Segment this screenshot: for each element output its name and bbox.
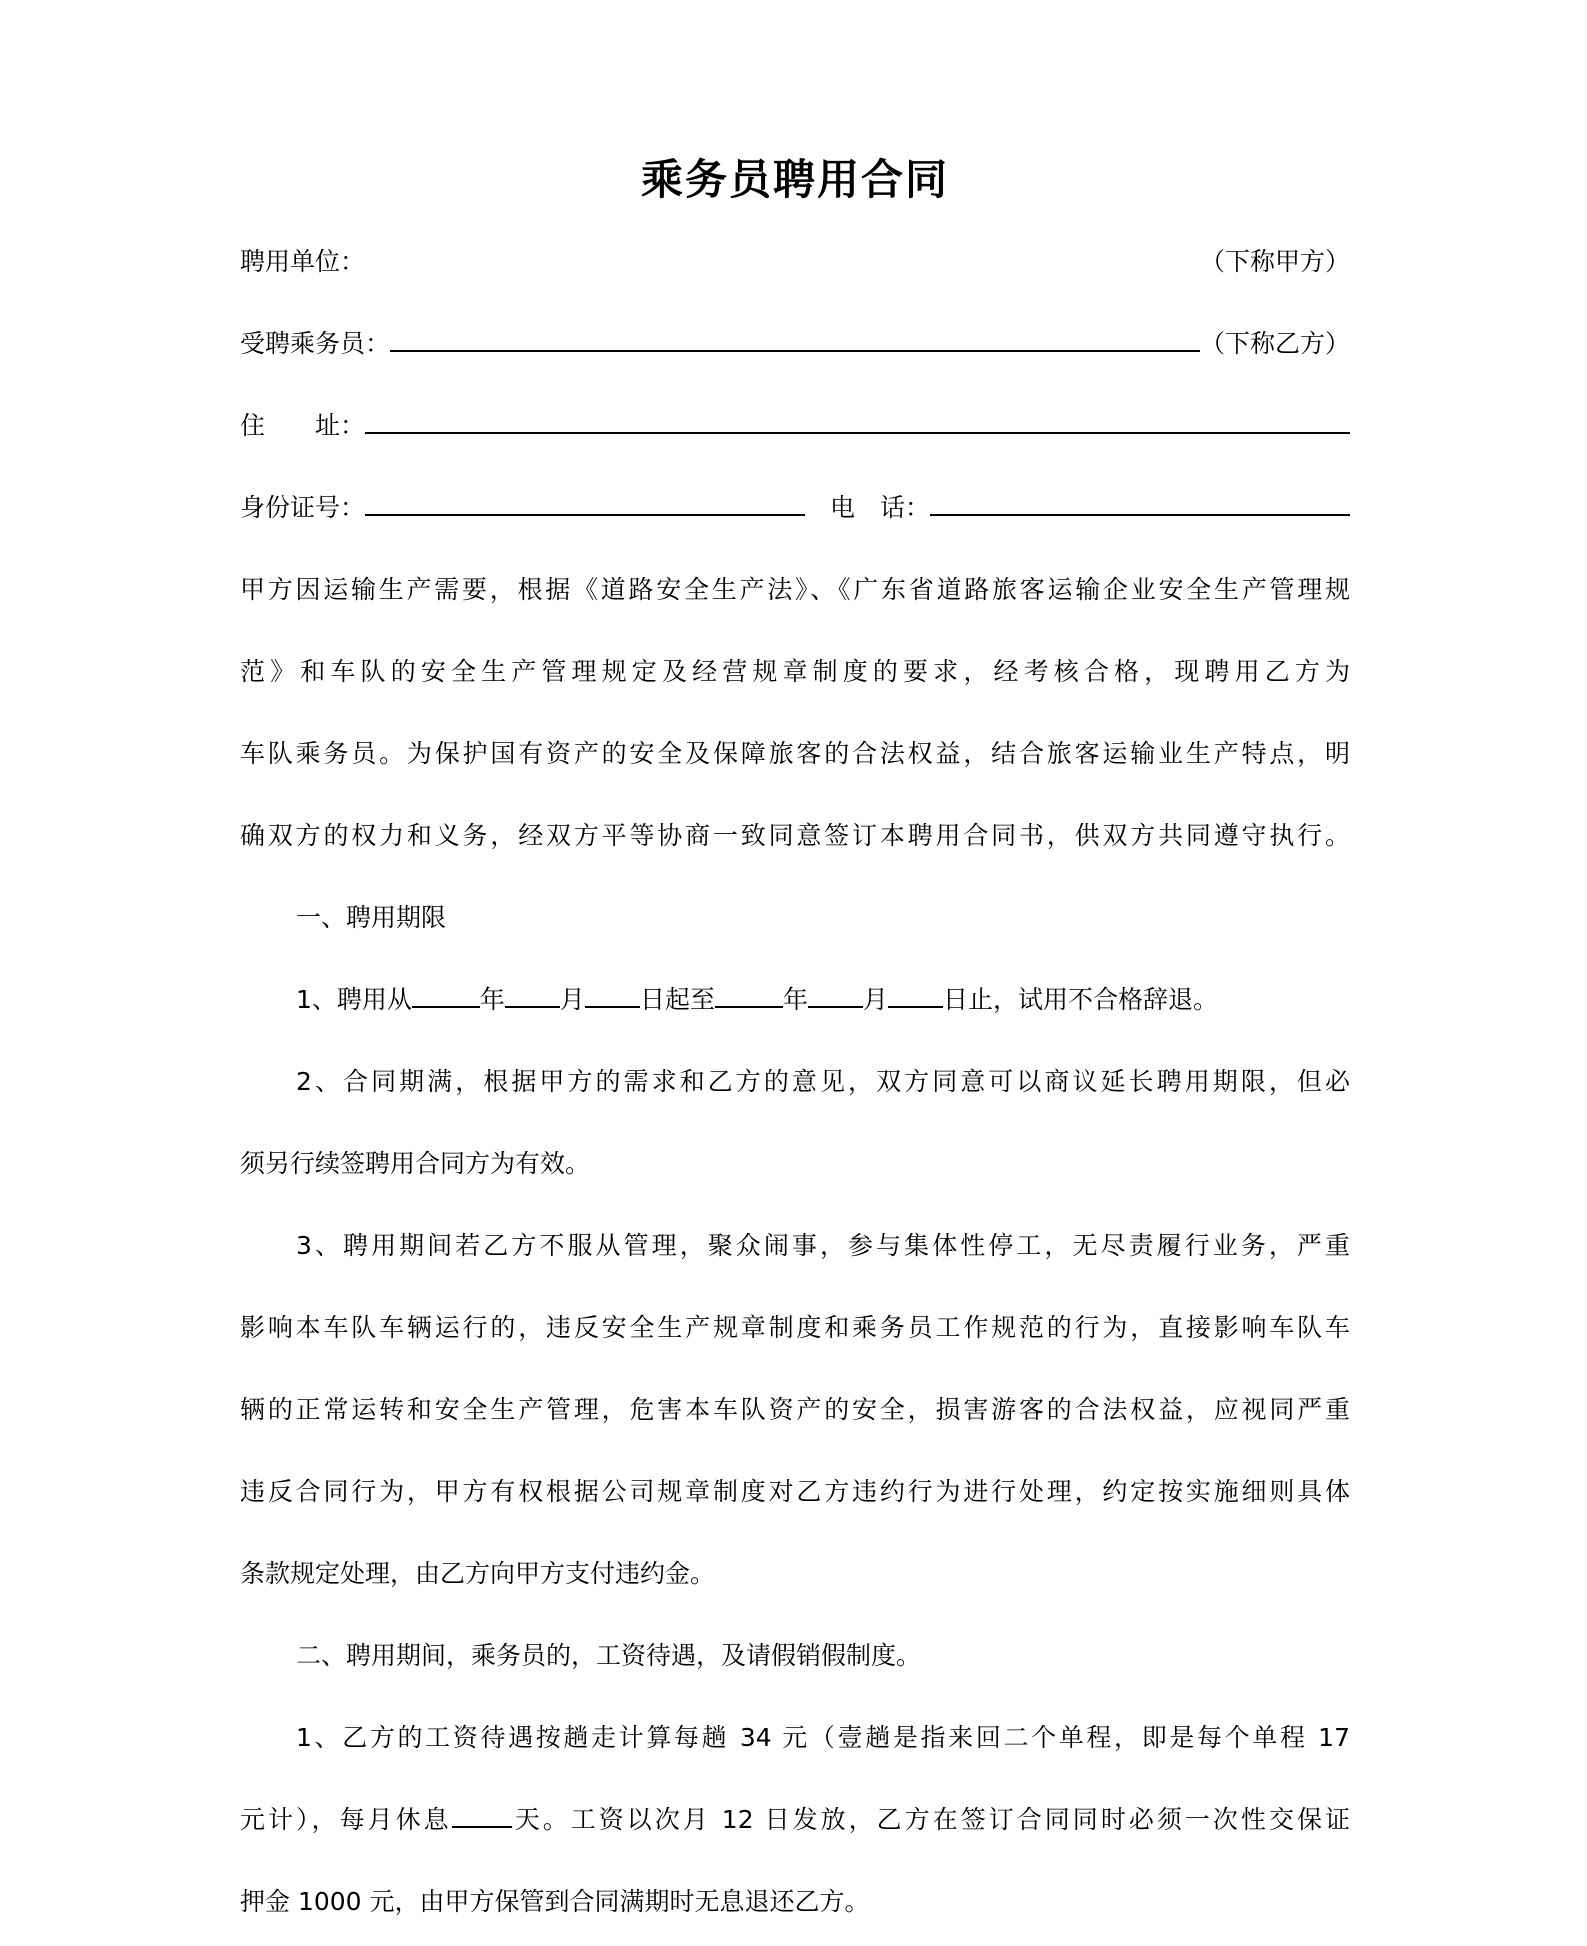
text-run: 条款规定处理，由乙方向甲方支付违约金。: [240, 1559, 716, 1588]
text-run: 甲方因运输生产需要，根据《道路安全生产法》、《广东省道路旅客运输企业安全生产管理规: [240, 575, 1350, 604]
clause-2-1-line-1: [240, 1697, 1350, 1779]
text-run: 1、聘用从: [296, 985, 412, 1014]
start-day-field[interactable]: [585, 1005, 640, 1008]
text-run: 身份证号：: [240, 493, 366, 522]
line-employer: [240, 221, 1350, 303]
text-run: 二、聘用期间，乘务员的，工资待遇，及请假销假制度。: [296, 1641, 922, 1670]
phone-field[interactable]: [930, 513, 1350, 516]
heading-section-2: [240, 1615, 1350, 1697]
document-lines: [240, 221, 1350, 1943]
end-month-field[interactable]: [808, 1005, 863, 1008]
text-run: 日止，试用不合格辞退。: [942, 985, 1218, 1014]
document-title: 乘务员聘用合同: [640, 155, 949, 204]
id-number-field[interactable]: [365, 513, 805, 516]
start-year-field[interactable]: [412, 1005, 480, 1008]
address-field[interactable]: [365, 431, 1350, 434]
clause-1-3-line-5: [240, 1533, 1350, 1615]
text-run: 3、聘用期间若乙方不服从管理，聚众闹事，参与集体性停工，无尽责履行业务，严重: [296, 1231, 1350, 1260]
clause-2-1-line-3: [240, 1861, 1350, 1943]
text-run: 月: [559, 985, 585, 1014]
contract-content: [240, 139, 1350, 1943]
clause-1-3-line-1: [240, 1205, 1350, 1287]
text-run: 聘用单位：: [240, 247, 366, 276]
text-run: 天。工资以次月 12 日发放，乙方在签订合同同时必须一次性交保证: [511, 1805, 1350, 1834]
end-year-field[interactable]: [715, 1005, 783, 1008]
text-run: 违反合同行为，甲方有权根据公司规章制度对乙方违约行为进行处理，约定按实施细则具体: [240, 1477, 1350, 1506]
text-run: 1、乙方的工资待遇按趟走计算每趟 34 元（壹趟是指来回二个单程，即是每个单程 17: [296, 1723, 1350, 1752]
text-run: 影响本车队车辆运行的，违反安全生产规章制度和乘务员工作规范的行为，直接影响车队车: [240, 1313, 1350, 1342]
rest-days-field[interactable]: [452, 1825, 512, 1828]
text-run: 押金 1000 元，由甲方保管到合同满期时无息退还乙方。: [240, 1887, 870, 1916]
text-run: （下称乙方）: [1199, 329, 1350, 358]
line-id-phone: [240, 467, 1350, 549]
heading-section-1: [240, 877, 1350, 959]
text-run: 须另行续签聘用合同方为有效。: [240, 1149, 591, 1178]
text-run: 电 话：: [805, 493, 931, 522]
clause-1-3-line-2: [240, 1287, 1350, 1369]
line-employee: [240, 303, 1350, 385]
clause-1-3-line-3: [240, 1369, 1350, 1451]
text-run: 住 址：: [240, 411, 366, 440]
text-run: 范》和车队的安全生产管理规定及经营规章制度的要求，经考核合格，现聘用乙方为: [240, 657, 1350, 686]
text-run: 受聘乘务员：: [240, 329, 391, 358]
text-run: 元计），每月休息: [240, 1805, 452, 1834]
text-run: 辆的正常运转和安全生产管理，危害本车队资产的安全，损害游客的合法权益，应视同严重: [240, 1395, 1350, 1424]
text-run: 年: [479, 985, 505, 1014]
para-intro-line-4: [240, 795, 1350, 877]
text-run: 月: [862, 985, 888, 1014]
line-address: [240, 385, 1350, 467]
text-run: 确双方的权力和义务，经双方平等协商一致同意签订本聘用合同书，供双方共同遵守执行。: [240, 821, 1350, 850]
para-intro-line-3: [240, 713, 1350, 795]
clause-1-3-line-4: [240, 1451, 1350, 1533]
line-term-dates: [240, 959, 1350, 1041]
text-run: （下称甲方）: [1199, 247, 1350, 276]
para-intro-line-2: [240, 631, 1350, 713]
clause-1-2-line-1: [240, 1041, 1350, 1123]
text-run: 2、合同期满，根据甲方的需求和乙方的意见，双方同意可以商议延长聘用期限，但必: [296, 1067, 1350, 1096]
clause-2-1-line-2: [240, 1779, 1350, 1861]
text-run: 年: [782, 985, 808, 1014]
para-intro-line-1: [240, 549, 1350, 631]
end-day-field[interactable]: [888, 1005, 943, 1008]
employee-name-field[interactable]: [390, 349, 1200, 352]
text-run: 车队乘务员。为保护国有资产的安全及保障旅客的合法权益，结合旅客运输业生产特点，明: [240, 739, 1350, 768]
text-run: 日起至: [639, 985, 715, 1014]
text-run: 一、聘用期限: [296, 903, 447, 932]
clause-1-2-line-2: [240, 1123, 1350, 1205]
start-month-field[interactable]: [505, 1005, 560, 1008]
